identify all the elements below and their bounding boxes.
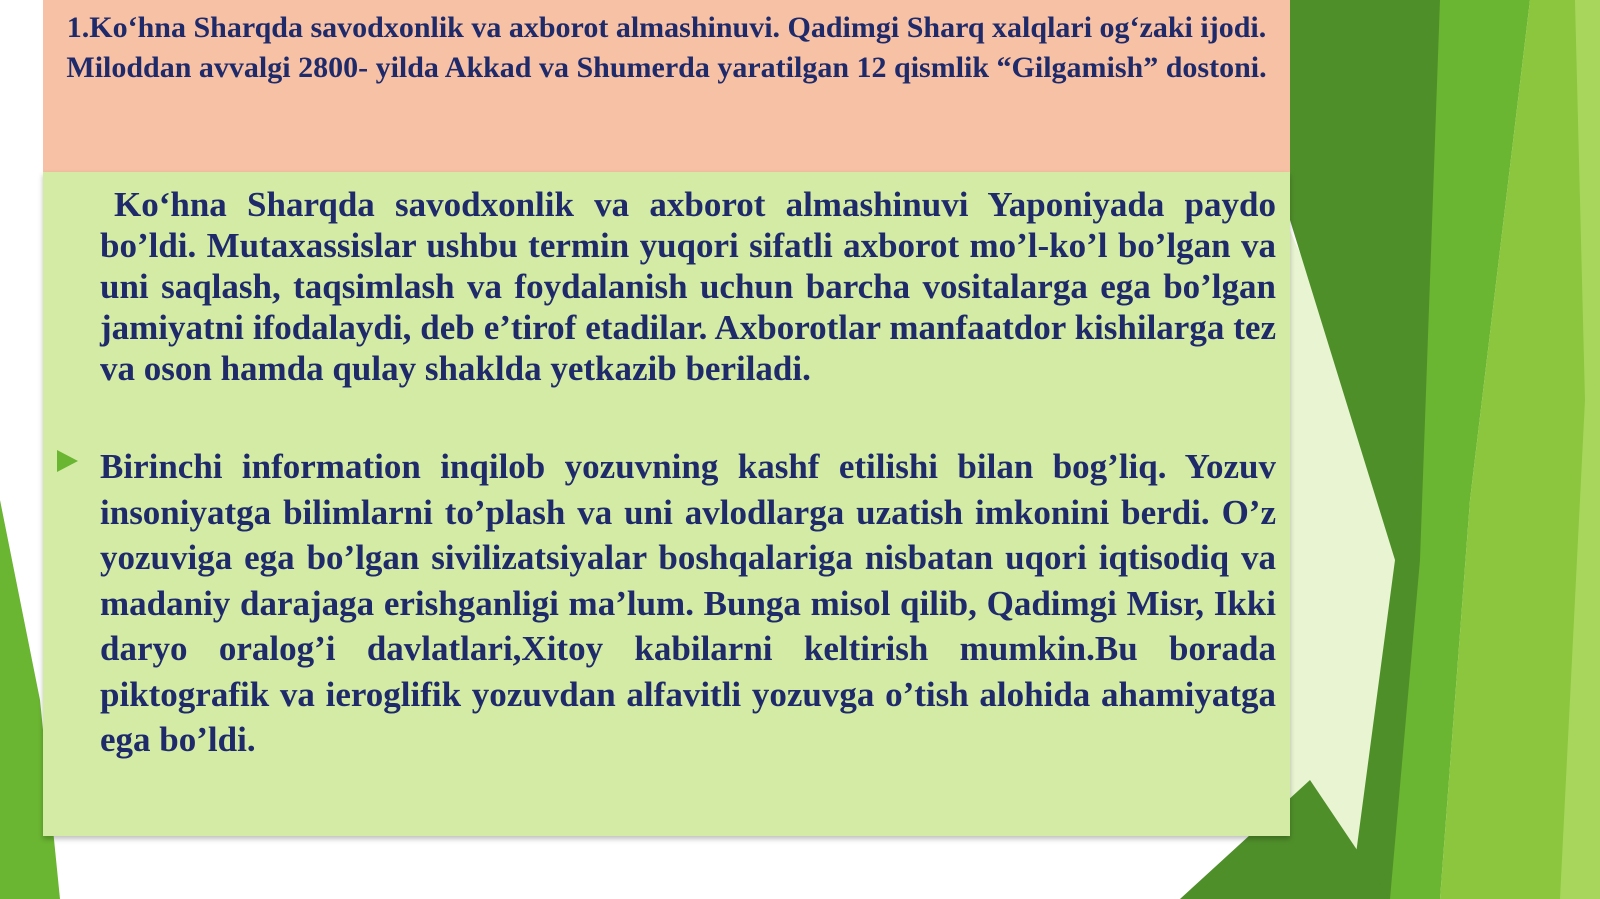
paragraph-2: Birinchi information inqilob yozuvning kashf etilishi bilan bog’liq. Yozuv insoniyatga bilimlarni to’plash va uni avlodlarga uzatish imkonini berdi. O’z yozuviga ega bo’lgan sivilizatsiyalar boshqalariga nisbatan uqori iqtisodiq va madaniy darajaga erishganligi ma’lum. Bunga misol qilib, Qadimgi Misr, Ikki daryo oralog’i davlatlari,Xitoy kabilarni keltirish mumkin.Bu borada piktografik va ieroglifik yozuvdan alfavitli yozuvga o’tish alohida ahamiyatga ega bo’ldi.	[100, 447, 1276, 759]
slide-title: 1.Ko‘hna Sharqda savodxonlik va axborot almashinuvi. Qadimgi Sharq xalqlari og‘zaki ijodi. Miloddan avvalgi 2800- yilda Akkad va Shumerda yaratilgan 12 qismlik “Gilgamish” dostoni.	[66, 11, 1267, 84]
bullet-arrow-icon	[57, 192, 78, 214]
paragraph-1: Ko‘hna Sharqda savodxonlik va axborot almashinuvi Yaponiyada paydo bo’ldi. Mutaxassislar ushbu termin yuqori sifatli axborot mo’l-ko’l bo’lgan va uni saqlash, taqsimlash va foydalanish uchun barcha vositalarga ega bo’lgan jamiyatni ifodalaydi, deb e’tirof etadilar. Axborotlar manfaatdor kishilarga tez va oson hamda qulay shaklda yetkazib beriladi.	[100, 185, 1276, 388]
content-box	[43, 172, 1290, 836]
bullet-arrow-icon	[57, 450, 78, 472]
title-box	[43, 0, 1290, 172]
